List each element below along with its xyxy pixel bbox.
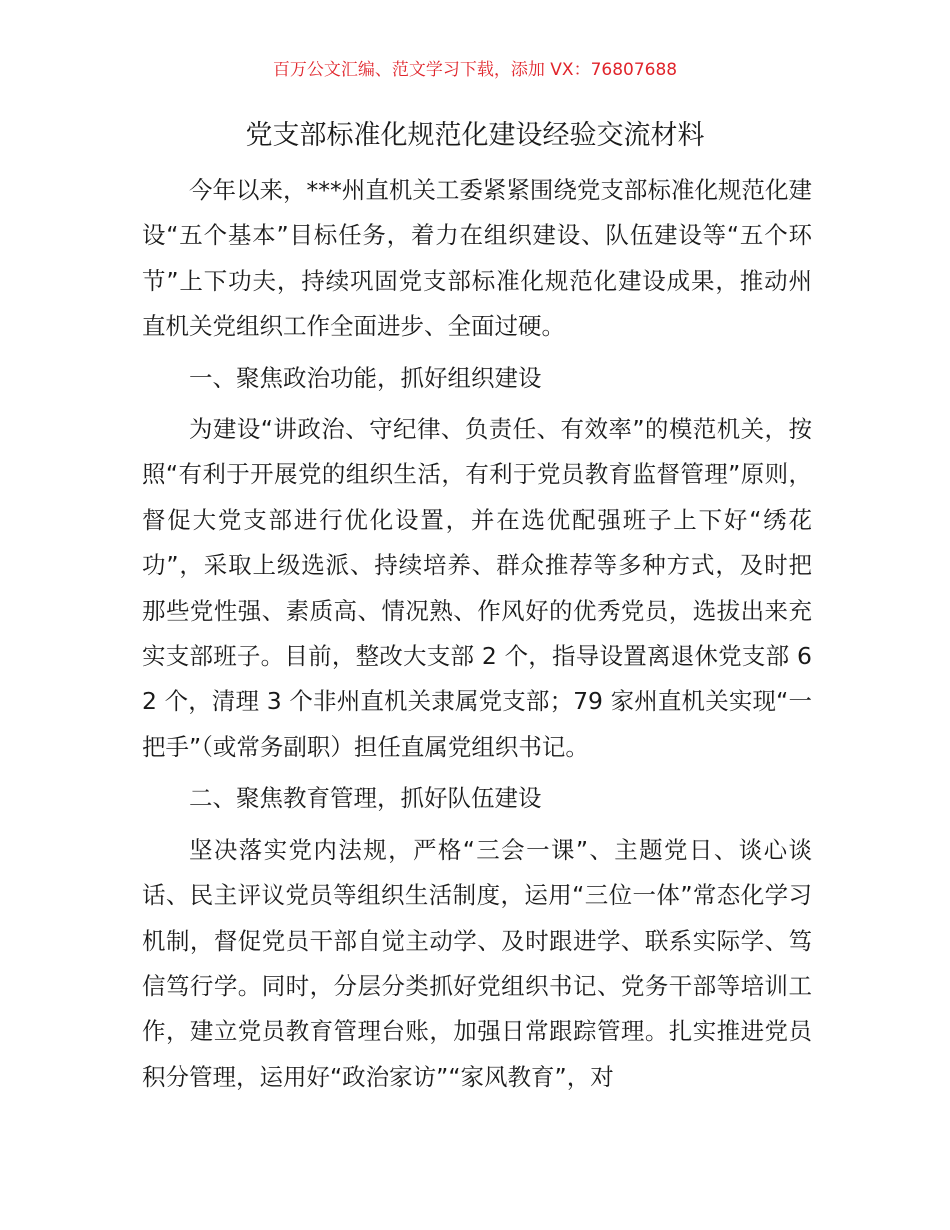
section-heading-2: 二、聚焦教育管理，抓好队伍建设 [189,784,542,813]
section-2-paragraph: 坚决落实党内法规，严格“三会一课”、主题党日、谈心谈话、民主评议党员等组织生活制度，运用“三位一体”常态化学习机制，督促党员干部自觉主动学、及时跟进学、联系实际学、笃信笃行学。同时，分层分类抓好党组织书记、党务干部等培训工作，建立党员教育管理台账，加强日常跟踪管理。扎实推进党员积分管理，运用好“政治家访”“家风教育”，对 [142,835,812,1091]
section-1-paragraph: 为建设“讲政治、守纪律、负责任、有效率”的模范机关，按照“有利于开展党的组织生活，有利于党员教育监督管理”原则，督促大党支部进行优化设置，并在选优配强班子上下好“绣花功”，采取上级选派、持续培养、群众推荐等多种方式，及时把那些党性强、素质高、情况熟、作风好的优秀党员，选拔出来充实支部班子。目前，整改大支部 2 个，指导设置离退休党支部 62 个，清理 3 个非州直机关隶属党支部；79 家州直机关实现“一把手”（或常务副职）担任直属党组织书记。 [142,415,812,761]
intro-paragraph: 今年以来，***州直机关工委紧紧围绕党支部标准化规范化建设“五个基本”目标任务，着力在组织建设、队伍建设等“五个环节”上下功夫，持续巩固党支部标准化规范化建设成果，推动州直机关党组织工作全面进步、全面过硬。 [142,176,812,341]
document-body [142,168,812,1100]
section-heading-1: 一、聚焦政治功能，抓好组织建设 [189,363,542,392]
document-title: 党支部标准化规范化建设经验交流材料 [245,120,705,151]
download-banner: 百万公文汇编、范文学习下载，添加 VX：76807688 [272,60,678,80]
